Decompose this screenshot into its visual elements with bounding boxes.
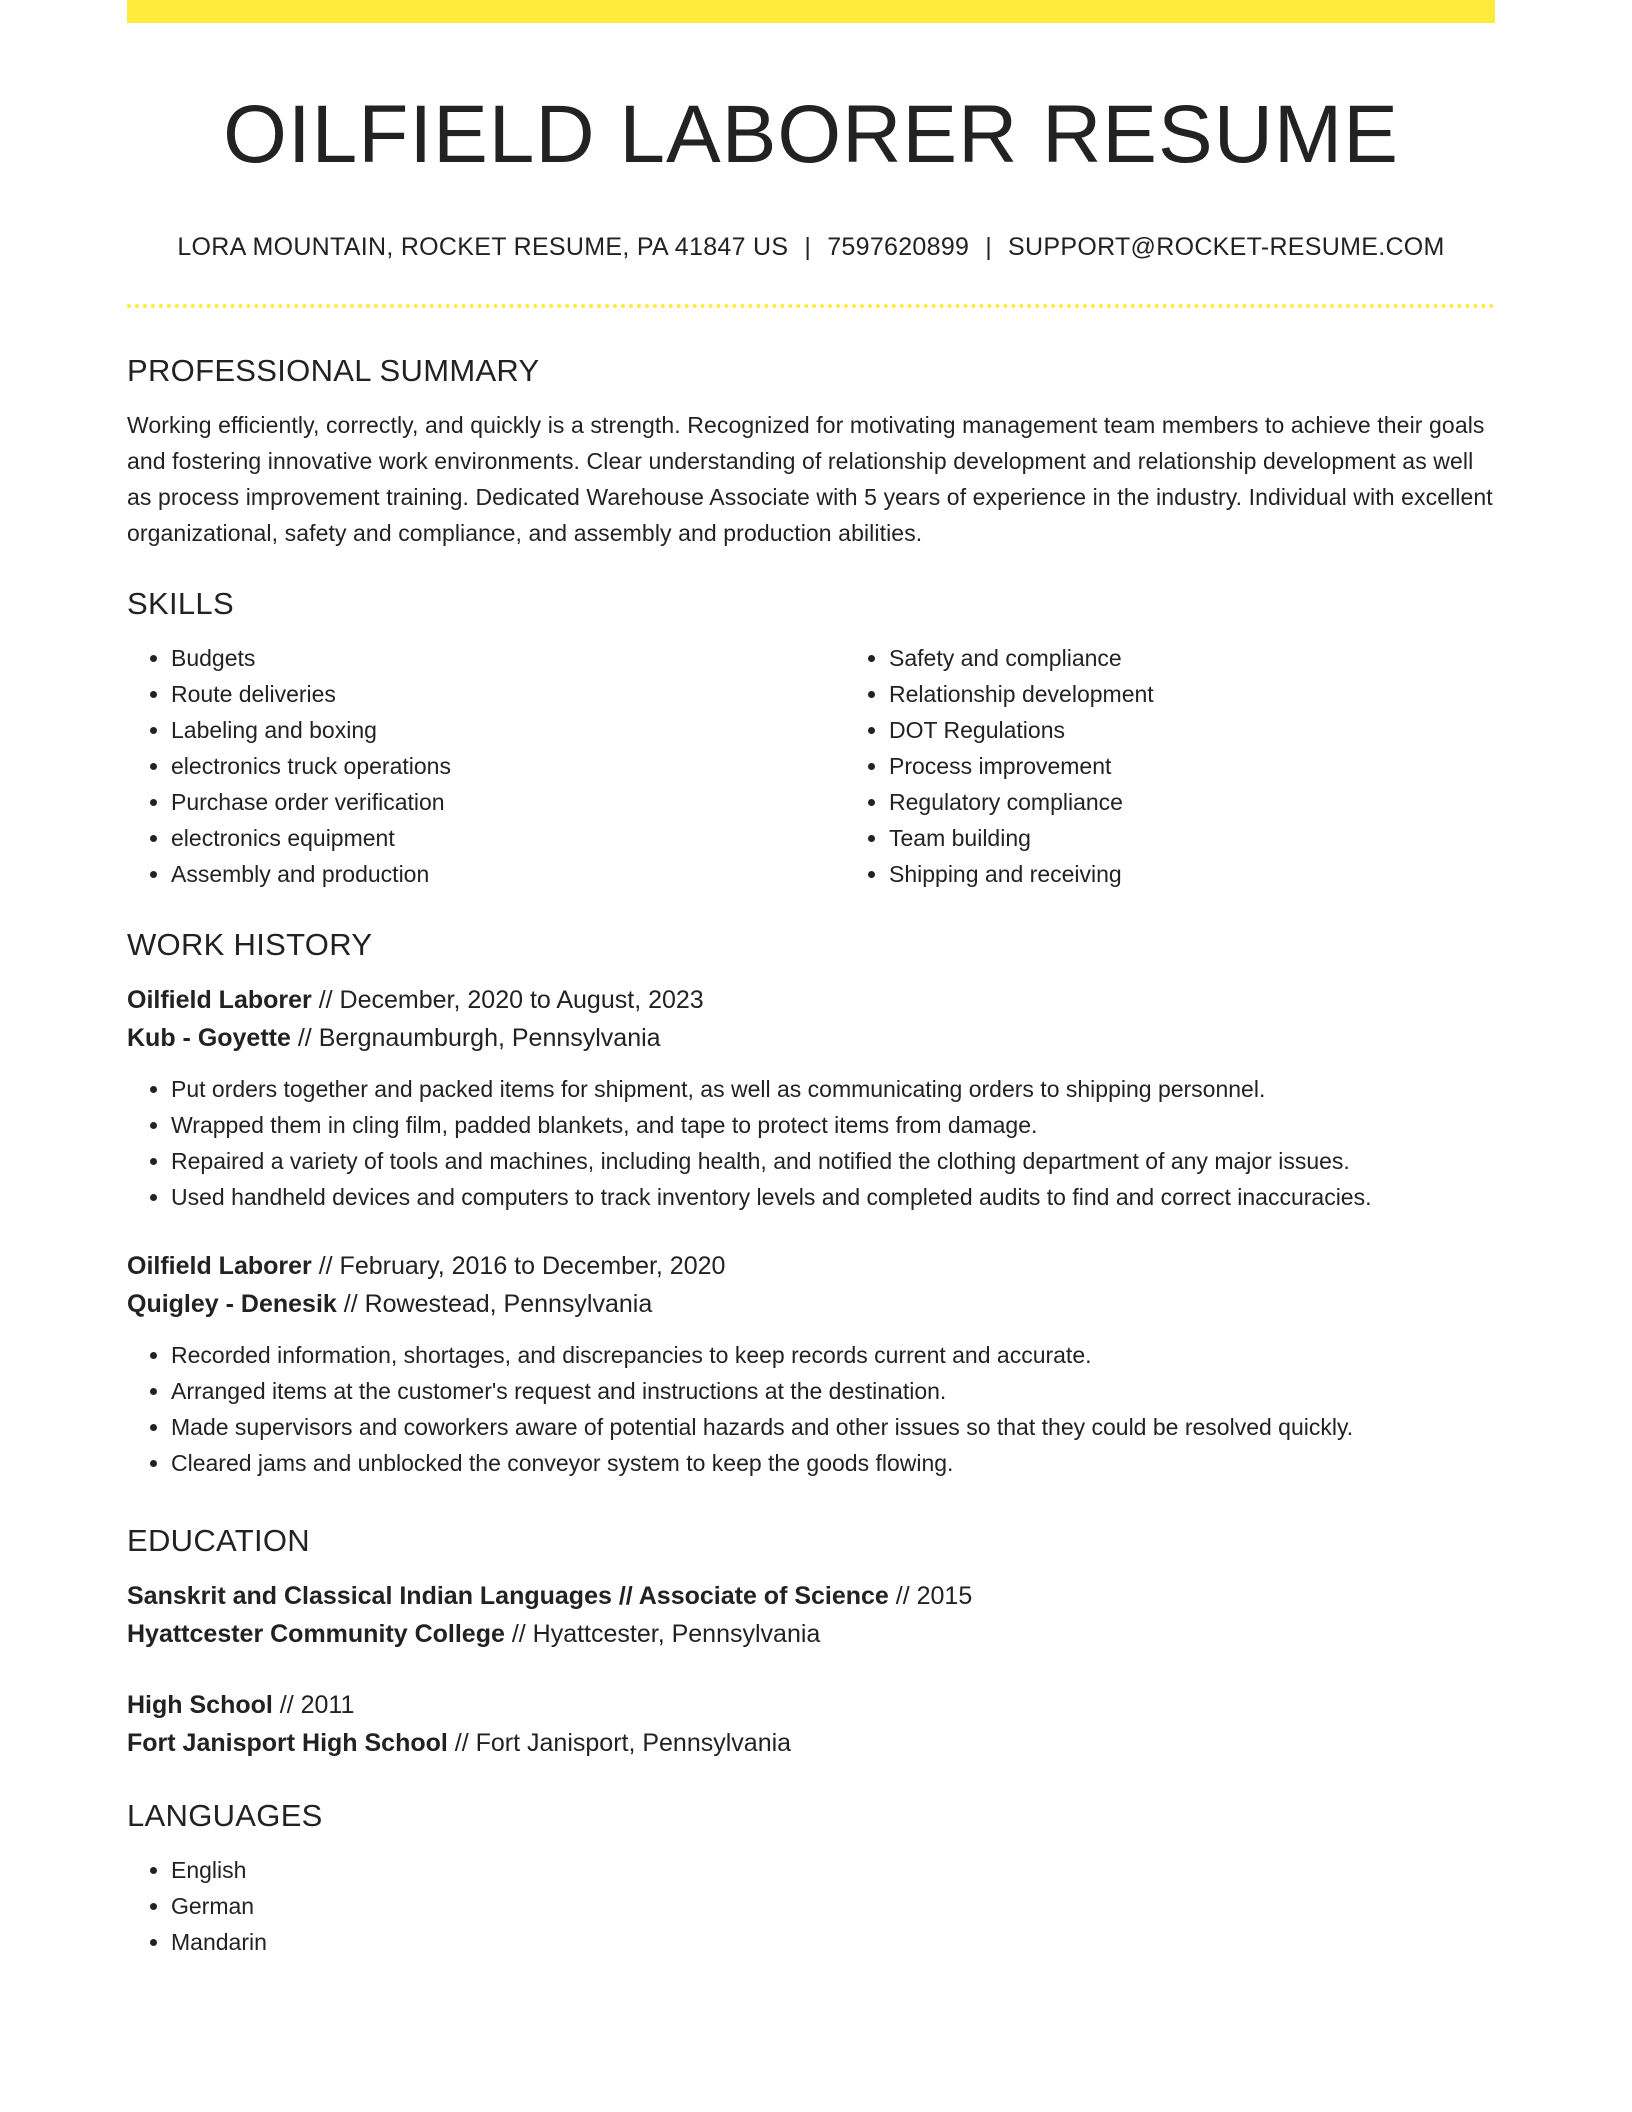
skills-list-right — [845, 640, 1563, 892]
contact-separator: | — [985, 233, 993, 262]
education-section — [127, 1522, 1495, 1762]
job-company: Quigley - Denesik — [127, 1290, 337, 1319]
education-entry — [127, 1577, 1495, 1653]
language-item: • Mandarin — [171, 1924, 1495, 1960]
skill-item: • Relationship development — [889, 676, 1563, 712]
contact-phone: 7597620899 — [827, 233, 970, 262]
contact-address: LORA MOUNTAIN, ROCKET RESUME, PA 41847 US — [177, 233, 789, 262]
job-company-line — [127, 1285, 1495, 1323]
education-year: // 2011 — [272, 1691, 355, 1720]
contact-separator: | — [804, 233, 812, 262]
skill-item: • Labeling and boxing — [171, 712, 845, 748]
job-location: // Rowestead, Pennsylvania — [336, 1290, 653, 1319]
job-title: Oilfield Laborer — [127, 986, 312, 1015]
skills-section — [127, 585, 1495, 892]
top-accent-bar — [127, 0, 1495, 23]
language-item: • English — [171, 1852, 1495, 1888]
job-bullet: • Put orders together and packed items for shipment, as well as communicating orders to shipping personnel. — [171, 1071, 1495, 1107]
skill-item: • electronics equipment — [171, 820, 845, 856]
job-bullet: • Made supervisors and coworkers aware of potential hazards and other issues so that they could be resolved quickly. — [171, 1409, 1495, 1445]
job-bullet: • Cleared jams and unblocked the conveyor system to keep the goods flowing. — [171, 1445, 1495, 1481]
languages-heading: LANGUAGES — [127, 1798, 323, 1833]
education-degree-line — [127, 1577, 1495, 1615]
skill-item: • Process improvement — [889, 748, 1563, 784]
skills-columns — [127, 640, 1495, 892]
education-school: Hyattcester Community College — [127, 1620, 505, 1649]
job-bullet: • Repaired a variety of tools and machines, including health, and notified the clothing department of any major issues. — [171, 1143, 1495, 1179]
education-degree-line — [127, 1686, 1495, 1724]
job-bullet: • Recorded information, shortages, and discrepancies to keep records current and accurate. — [171, 1337, 1495, 1373]
job-bullets — [127, 1337, 1495, 1481]
skill-item: • electronics truck operations — [171, 748, 845, 784]
skill-item: • Assembly and production — [171, 856, 845, 892]
education-location: // Hyattcester, Pennsylvania — [504, 1620, 821, 1649]
skill-item: • DOT Regulations — [889, 712, 1563, 748]
skills-heading: SKILLS — [127, 586, 234, 621]
education-degree: Sanskrit and Classical Indian Languages // Associate of Science — [127, 1582, 889, 1611]
resume-page — [127, 0, 1495, 1956]
contact-email: SUPPORT@ROCKET-RESUME.COM — [1008, 233, 1445, 262]
languages-section — [127, 1797, 1495, 1960]
work-history-section — [127, 926, 1495, 1481]
job-company: Kub - Goyette — [127, 1024, 291, 1053]
job-bullet: • Wrapped them in cling film, padded blankets, and tape to protect items from damage. — [171, 1107, 1495, 1143]
skill-item: • Team building — [889, 820, 1563, 856]
skill-item: • Route deliveries — [171, 676, 845, 712]
summary-text: Working efficiently, correctly, and quickly is a strength. Recognized for motivating management team members to achieve their goals and fostering innovative work environments. Clear understanding of relationship development and relationship development as well as process improvement training. Dedicated Warehouse Associate with 5 years of experience in the industry. Individual with excellent organizational, safety and compliance, and assembly and production abilities. — [127, 412, 1493, 547]
job-entry — [127, 981, 1495, 1215]
dotted-divider — [127, 304, 1495, 308]
education-school: Fort Janisport High School — [127, 1729, 448, 1758]
education-year: // 2015 — [888, 1582, 973, 1611]
summary-heading: PROFESSIONAL SUMMARY — [127, 353, 540, 388]
job-bullets — [127, 1071, 1495, 1215]
education-degree: High School — [127, 1691, 273, 1720]
job-bullet: • Arranged items at the customer's request and instructions at the destination. — [171, 1373, 1495, 1409]
education-heading: EDUCATION — [127, 1523, 310, 1558]
job-entry — [127, 1247, 1495, 1481]
education-entry — [127, 1686, 1495, 1762]
education-school-line — [127, 1615, 1495, 1653]
skill-item: • Regulatory compliance — [889, 784, 1563, 820]
skill-item: • Purchase order verification — [171, 784, 845, 820]
education-school-line — [127, 1724, 1495, 1762]
job-location: // Bergnaumburgh, Pennsylvania — [290, 1024, 661, 1053]
job-dates: // December, 2020 to August, 2023 — [311, 986, 704, 1015]
summary-section — [127, 352, 1495, 551]
job-title-line — [127, 1247, 1495, 1285]
job-title: Oilfield Laborer — [127, 1252, 312, 1281]
job-title-line — [127, 981, 1495, 1019]
skill-item: • Budgets — [171, 640, 845, 676]
education-location: // Fort Janisport, Pennsylvania — [447, 1729, 792, 1758]
job-bullet: • Used handheld devices and computers to track inventory levels and completed audits to find and correct inaccuracies. — [171, 1179, 1495, 1215]
skill-item: • Safety and compliance — [889, 640, 1563, 676]
languages-list — [127, 1852, 1495, 1960]
job-company-line — [127, 1019, 1495, 1057]
job-dates: // February, 2016 to December, 2020 — [311, 1252, 726, 1281]
skill-item: • Shipping and receiving — [889, 856, 1563, 892]
contact-line — [127, 231, 1495, 264]
skills-list-left — [127, 640, 845, 892]
work-history-heading: WORK HISTORY — [127, 927, 373, 962]
language-item: • German — [171, 1888, 1495, 1924]
resume-title: OILFIELD LABORER RESUME — [223, 89, 1399, 180]
